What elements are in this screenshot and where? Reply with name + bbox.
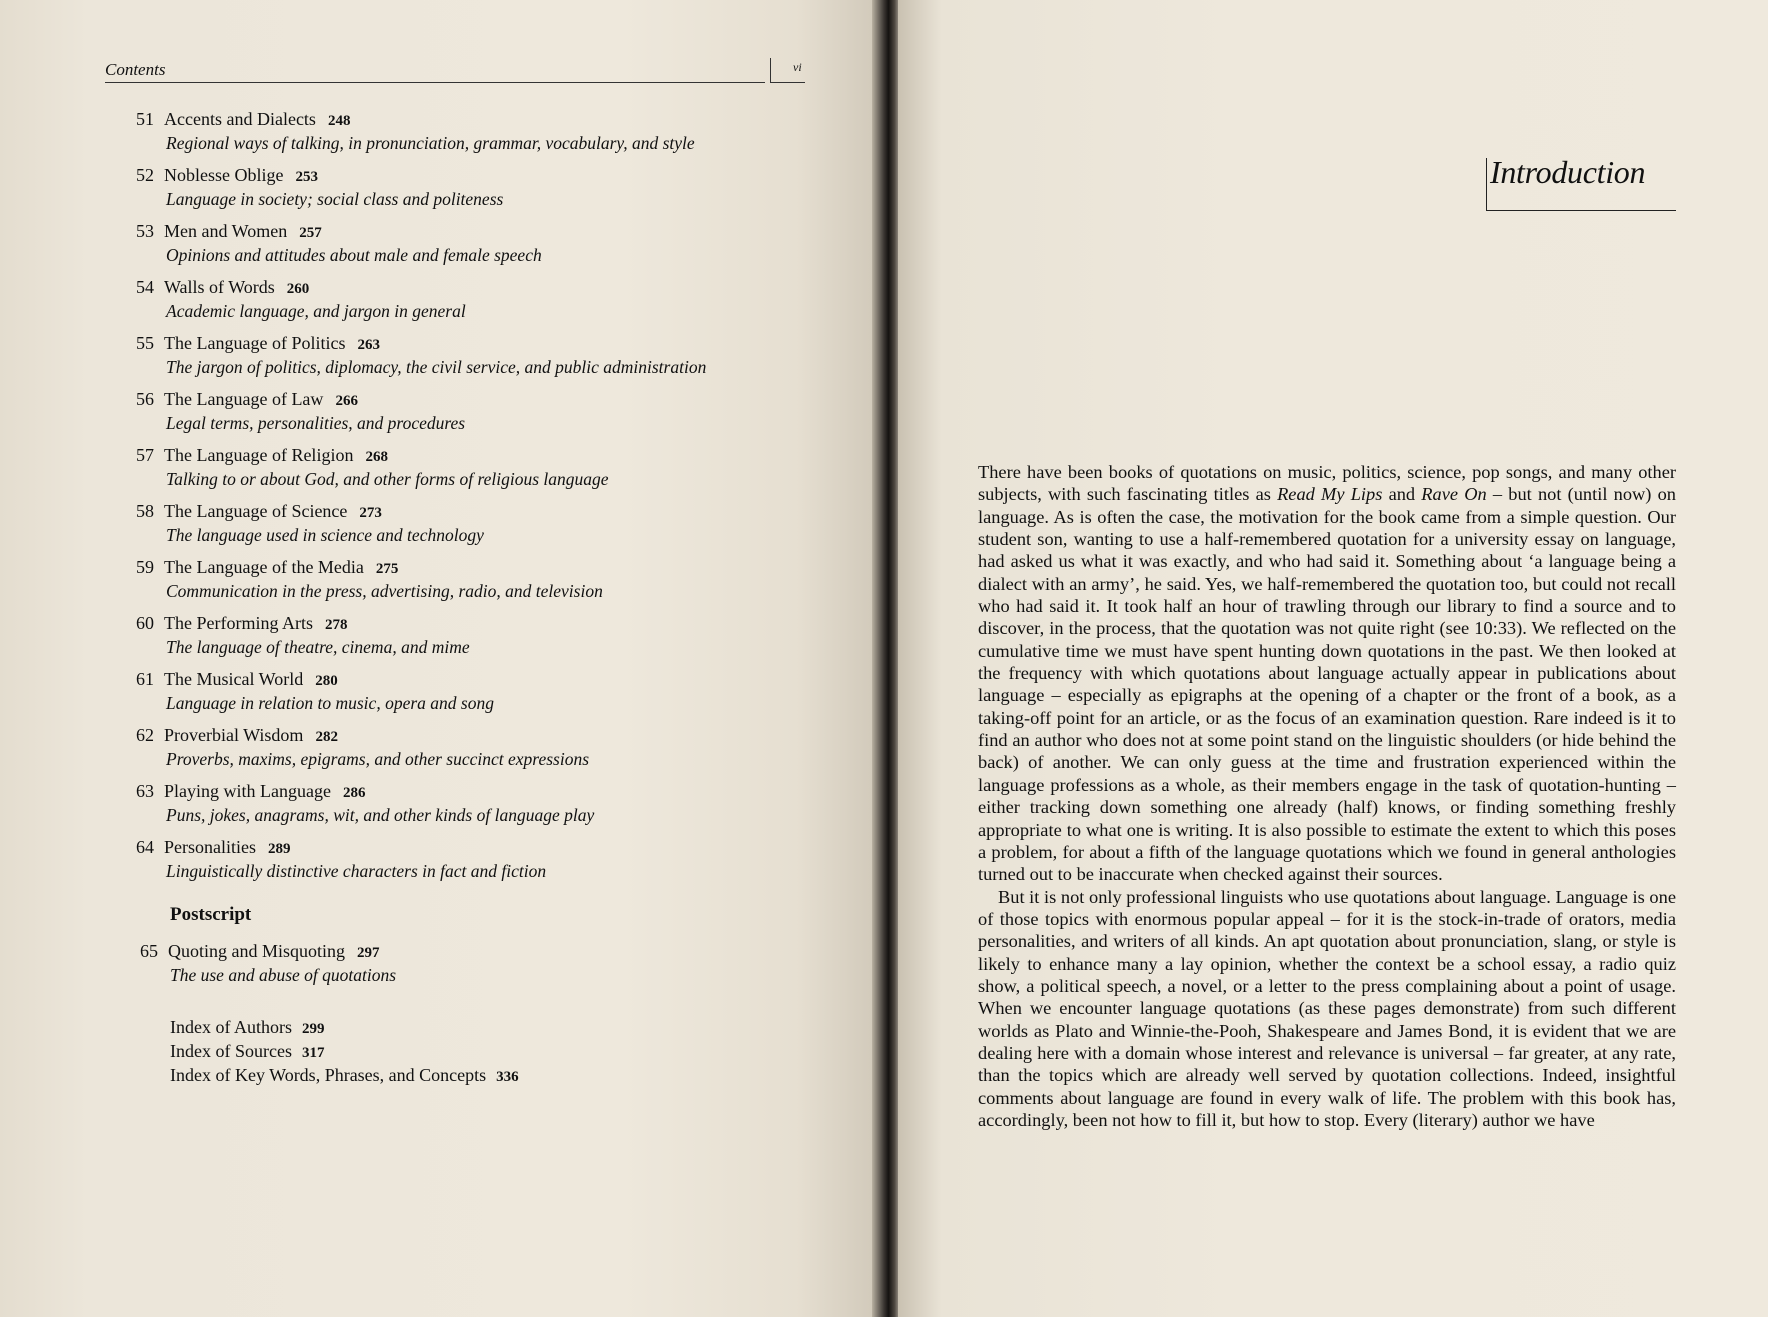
chapter-page: 278 [324, 617, 348, 633]
chapter-number: 60 [136, 613, 154, 633]
toc-entry-postscript [140, 940, 396, 986]
chapter-title: Walls of Words [164, 277, 275, 297]
chapter-description: Proverbs, maxims, epigrams, and other succinct expressions [166, 749, 590, 769]
chapter-title: The Language of Law [164, 389, 324, 409]
paragraph-text: There have been books of quotations on music, politics, science, pop songs, and many other subjects, with such fascinating titles as [978, 462, 1676, 505]
chapter-description: Talking to or about God, and other forms of religious language [166, 469, 609, 489]
chapter-number: 55 [136, 333, 154, 353]
chapter-description: Communication in the press, advertising, radio, and television [166, 581, 603, 601]
chapter-description: Puns, jokes, anagrams, wit, and other kinds of language play [166, 805, 595, 825]
chapter-description: Language in society; social class and politeness [166, 189, 504, 209]
chapter-description: Language in relation to music, opera and song [166, 693, 494, 713]
toc-entry [136, 836, 836, 892]
chapter-title: The Musical World [164, 669, 304, 689]
introduction-title: Introduction [1490, 154, 1646, 190]
chapter-description: Opinions and attitudes about male and female speech [166, 245, 542, 265]
index-title: Index of Sources [170, 1041, 292, 1061]
chapter-description: Legal terms, personalities, and procedures [166, 413, 466, 433]
chapter-description: The jargon of politics, diplomacy, the civil service, and public administration [166, 357, 707, 377]
chapter-page: 260 [286, 281, 310, 297]
index-title: Index of Key Words, Phrases, and Concepts [170, 1065, 487, 1085]
chapter-title: Quoting and Misquoting [168, 941, 346, 961]
paragraph-1 [978, 461, 1676, 886]
chapter-description: The language of theatre, cinema, and mime [166, 637, 470, 657]
chapter-title: Playing with Language [164, 781, 331, 801]
index-entry [170, 1016, 519, 1040]
toc-entry [136, 332, 836, 388]
chapter-page: 248 [327, 113, 351, 129]
chapter-description: Regional ways of talking, in pronunciation, grammar, vocabulary, and style [166, 133, 695, 153]
chapter-title: Men and Women [164, 221, 288, 241]
chapter-title: The Language of Religion [164, 445, 354, 465]
chapter-title: The Language of Science [164, 501, 348, 521]
chapter-page: 282 [315, 729, 338, 745]
toc-entry [136, 108, 836, 164]
chapter-page: 289 [268, 841, 291, 857]
chapter-title: The Language of Politics [164, 333, 346, 353]
chapter-page: 266 [335, 393, 358, 409]
toc-entry [136, 668, 836, 724]
paragraph-2: But it is not only professional linguists who use quotations about language. Language is one of those topics with enormous popular appeal – for it is the stock-in-trade of orators, media personalities, and writers of all kinds. An apt quotation about pronunciation, slang, or style is likely to enhance many a lay opinion, whether the context be a school essay, a radio quiz show, a political speech, a novel, or a letter to the press complaining about a point of usage. When we encounter language quotations (as these pages demonstrate) from such different worlds as Plato and Winnie-the-Pooh, Shakespeare and James Bond, it is evident that we are dealing here with a domain whose interest and relevance is universal – far greater, at any rate, than the topics which are already well served by quotation collections. Indeed, insightful comments about language are found in every walk of life. The problem with this book has, accordingly, been not how to fill it, but how to stop. Every (literary) author we have [978, 886, 1676, 1130]
chapter-number: 56 [136, 389, 154, 409]
chapter-number: 64 [136, 837, 154, 857]
header-rule [105, 82, 765, 83]
index-list [170, 1016, 519, 1088]
chapter-number: 61 [136, 669, 154, 689]
toc-entry [136, 724, 836, 780]
index-page: 299 [301, 1021, 325, 1037]
toc-entry [136, 276, 836, 332]
chapter-page: 253 [295, 169, 318, 185]
chapter-number: 58 [136, 501, 154, 521]
index-page: 336 [496, 1069, 519, 1085]
chapter-page: 275 [375, 561, 399, 577]
chapter-title: The Performing Arts [164, 613, 313, 633]
chapter-title: Accents and Dialects [164, 109, 316, 129]
chapter-number: 63 [136, 781, 154, 801]
book-title-italic: Read My Lips [1277, 484, 1383, 505]
toc-entry [136, 556, 836, 612]
toc-entry [136, 500, 836, 556]
chapter-title: Personalities [164, 837, 256, 857]
chapter-number: 62 [136, 725, 154, 745]
chapter-title: Proverbial Wisdom [164, 725, 304, 745]
toc-entry [136, 388, 836, 444]
chapter-number: 57 [136, 445, 154, 465]
table-of-contents [136, 108, 836, 892]
chapter-number: 51 [136, 109, 154, 129]
toc-entry [136, 220, 836, 276]
chapter-page: 280 [315, 673, 338, 689]
chapter-page: 257 [299, 225, 322, 241]
chapter-number: 59 [136, 557, 154, 577]
page-number: vi [793, 60, 802, 74]
introduction-body [978, 461, 1676, 1131]
paragraph-text: and [1382, 484, 1422, 505]
chapter-description: Linguistically distinctive characters in fact and fiction [166, 861, 547, 881]
index-entry [170, 1064, 519, 1088]
chapter-title: Noblesse Oblige [164, 165, 284, 185]
paragraph-text: – but not (until now) on language. As is often the case, the motivation for the book came from a simple question. Our student son, wanting to use a half-remembered quotation for a university essay on language, had asked us what it was exactly, and who had said it. Something about ‘a language being a dialect with an army’, he said. Yes, we half-remembered the quotation too, but could not recall who had said it. It took half an hour of trawling through our library to find a source and to discover, in the process, that the quotation was not quite right (see 10:33). We reflected on the cumulative time we must have spent hunting down quotations in the past. We then looked at the frequency with which quotations about language actually appear in publications about language – especially as epigraphs at the opening of a chapter or the front of a book, as a taking-off point for an article, or as the focus of an examination question. Rare indeed is it to find an author who does not at some point stand on the linguistic shoulders (or hide behind the back) of another. We can only guess at the time and frustration experienced within the language professions as a whole, as their members engage in the task of quotation-hunting – either tracking down something one already (half) knows, or finding something freshly appropriate to what one is writing. It is also possible to estimate the extent to which this poses a problem, for about a fifth of the language quotations which we found in general anthologies turned out to be inaccurate when checked against their sources. [978, 484, 1676, 885]
chapter-number: 65 [140, 941, 158, 961]
index-title: Index of Authors [170, 1017, 292, 1037]
chapter-description: Academic language, and jargon in general [166, 301, 466, 321]
title-rule-horizontal [1486, 210, 1676, 211]
toc-entry [136, 780, 836, 836]
toc-entry [136, 444, 836, 500]
chapter-page: 297 [357, 945, 380, 961]
chapter-description: The language used in science and technology [166, 525, 484, 545]
book-title-italic: Rave On [1421, 484, 1487, 505]
chapter-page: 268 [365, 449, 388, 465]
chapter-number: 53 [136, 221, 154, 241]
chapter-title: The Language of the Media [164, 557, 364, 577]
chapter-page: 263 [357, 337, 380, 353]
chapter-page: 286 [342, 785, 366, 801]
index-entry [170, 1040, 519, 1064]
chapter-number: 52 [136, 165, 154, 185]
index-page: 317 [301, 1045, 325, 1061]
running-head: Contents [105, 60, 166, 79]
chapter-description: The use and abuse of quotations [170, 965, 397, 985]
chapter-number: 54 [136, 277, 154, 297]
title-rule-vertical [1486, 158, 1487, 210]
toc-entry [136, 612, 836, 668]
chapter-page: 273 [359, 505, 382, 521]
toc-entry [136, 164, 836, 220]
postscript-heading: Postscript [170, 904, 252, 925]
